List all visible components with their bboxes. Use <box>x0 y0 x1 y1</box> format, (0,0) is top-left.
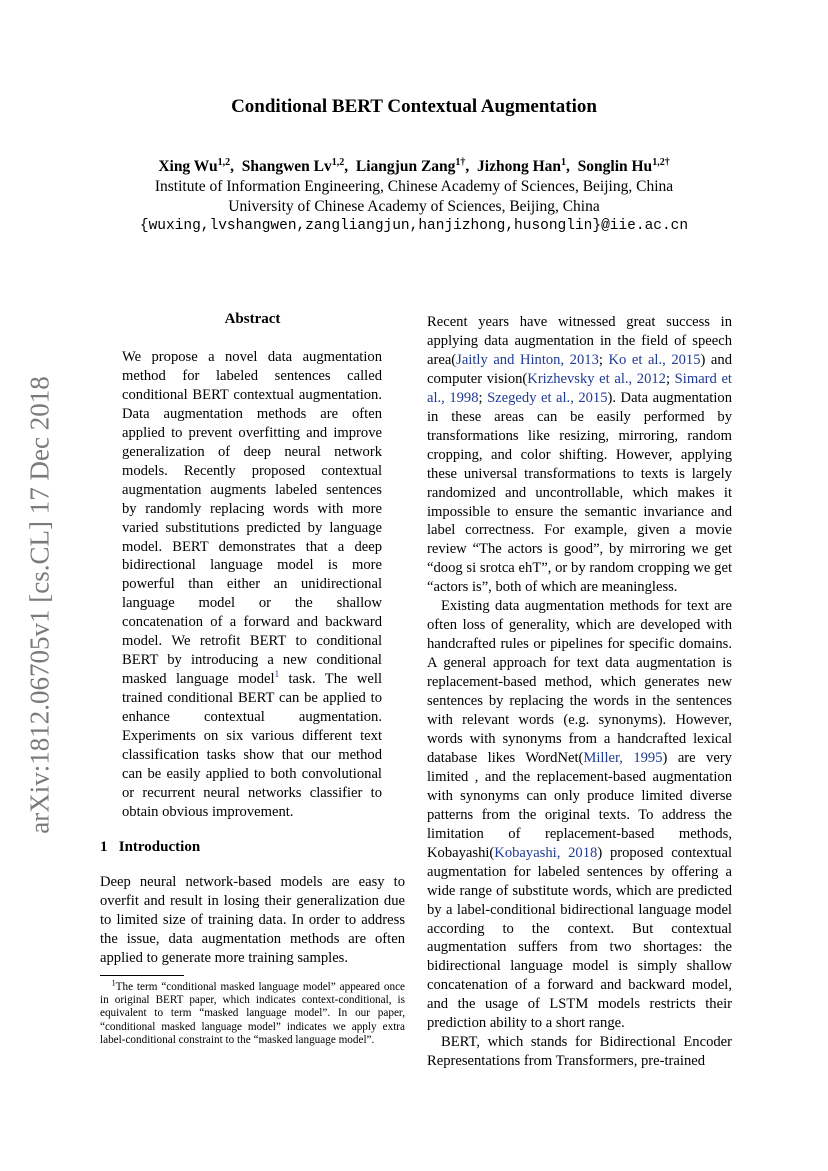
author-emails: {wuxing,lvshangwen,zangliangjun,hanjizhong,husonglin}@iie.ac.cn <box>139 218 689 234</box>
citation-link[interactable]: Jaitly and Hinton, 2013 <box>456 351 599 368</box>
citation-link[interactable]: Miller, 1995 <box>583 749 663 766</box>
footnote-rule <box>100 975 184 976</box>
author-list: Xing Wu$^{1,2}$, Shangwen Lv$^{1,2}$, Liangjun Zang$^{1\dagger}$, Jizhong Han$^1$, Songlin $Hu^{1,2\dagger}$ <box>158 156 670 175</box>
intro-paragraph: Deep neural network-based models are easy to overfit and result in losing their generalization due to limited size of training data. In order to address the issue, data augmentation methods are often applied to generate more training samples. <box>100 874 405 966</box>
right-column <box>427 313 732 1071</box>
intro-paragraph: Recent years have witnessed great success in applying data augmentation in the field of speech area(Jaitly and Hinton, 2013; Ko et al., 2015) and computer vision(Krizhevsky et al., 2012; Simard et al., 1998; Szegedy et al., 2015). Data augmentation in these areas can be easily performed by transformations like resizing, mirroring, random cropping, and color shifting. However, applying these universal transformations to texts is largely randomized and uncontrollable, which makes it impossible to ensure the semantic invariance and label correctness. For example, given a movie review “The actors is good”, by mirroring we get “doog si srotca ehT”, or by random cropping we get “actors is”, both of which are meaningless. <box>427 314 732 596</box>
abstract-body: We propose a novel data augmentation method for labeled sentences called conditional BERT contextual augmentation. Data augmentation methods are often applied to prevent overfitting and improve generalization of deep neural network models. Recently proposed contextual augmentation augments labeled sentences by randomly replacing words with more varied substitutions predicted by language model. BERT demonstrates that a deep bidirectional language model is more powerful than either an unidirectional language model or the shallow concatenation of a forward and backward model. We retrofit BERT to conditional BERT by introducing a new conditional masked language model$^1$ task. The well trained conditional BERT can be applied to enhance contextual augmentation. Experiments on six various different text classification tasks show that our method can be easily applied to both convolutional or recurrent neural networks classifier to obtain obvious improvement. <box>122 349 383 820</box>
citation-link[interactable]: Krizhevsky et al., 2012 <box>527 370 666 387</box>
author: Shangwen Lv$^{1,2}$ <box>241 156 345 175</box>
intro-paragraph: BERT, which stands for Bidirectional Encoder Representations from Transformers, pre-trained <box>427 1034 732 1070</box>
author: Jizhong Han$^1$ <box>477 156 567 175</box>
citation-link[interactable]: Simard et al., 1998 <box>427 370 732 406</box>
arxiv-stamp: arXiv:1812.06705v1 [cs.CL] 17 Dec 2018 <box>24 376 55 834</box>
section-heading: 1 Introduction <box>100 839 201 855</box>
citation-link[interactable]: Ko et al., 2015 <box>608 351 701 368</box>
footnote: $^1$The term “conditional masked language model” appeared once in original BERT paper, which indicates context-conditional, is equivalent to term “masked language model”. In our paper, “conditional masked language model” indicates we apply extra label-conditional constraint to the “masked language model”. <box>100 978 405 1046</box>
intro-paragraph: Existing data augmentation methods for text are often loss of generality, which are developed with handcrafted rules or pipelines for specific domains. A general approach for text data augmentation is replacement-based method, which generates new sentences by replacing the words in the sentences with relevant words (e.g. synonyms). However, words with synonyms from a handcrafted lexical database likes WordNet(Miller, 1995) are very limited , and the replacement-based augmentation with synonyms can only produce limited diverse patterns from the original texts. To address the limitation of replacement-based methods, Kobayashi(Kobayashi, 2018) proposed contextual augmentation for labeled sentences by offering a wide range of substitute words, which are predicted by a label-conditional bidirectional language model according to the context. But contextual augmentation suffers from two shortages: the bidirectional language model is simply shallow concatenation of a forward and backward model, and the usage of LSTM models restricts their prediction ability to a short range. <box>427 598 732 1032</box>
affiliation: University of Chinese Academy of Sciences, Beijing, China <box>228 198 600 215</box>
author: Songlin $Hu^{1,2\dagger}$ <box>577 156 670 175</box>
abstract-heading: Abstract <box>224 311 281 327</box>
footnote-ref[interactable]: 1 <box>274 669 280 680</box>
citation-link[interactable]: Szegedy et al., 2015 <box>487 389 608 406</box>
paper-title: Conditional BERT Contextual Augmentation <box>231 96 597 117</box>
citation-link[interactable]: Kobayashi, 2018 <box>494 844 598 861</box>
author: Liangjun Zang$^{1\dagger}$ <box>355 156 466 175</box>
author: Xing Wu$^{1,2}$ <box>158 156 231 175</box>
affiliation: Institute of Information Engineering, Chinese Academy of Sciences, Beijing, China <box>154 178 674 195</box>
